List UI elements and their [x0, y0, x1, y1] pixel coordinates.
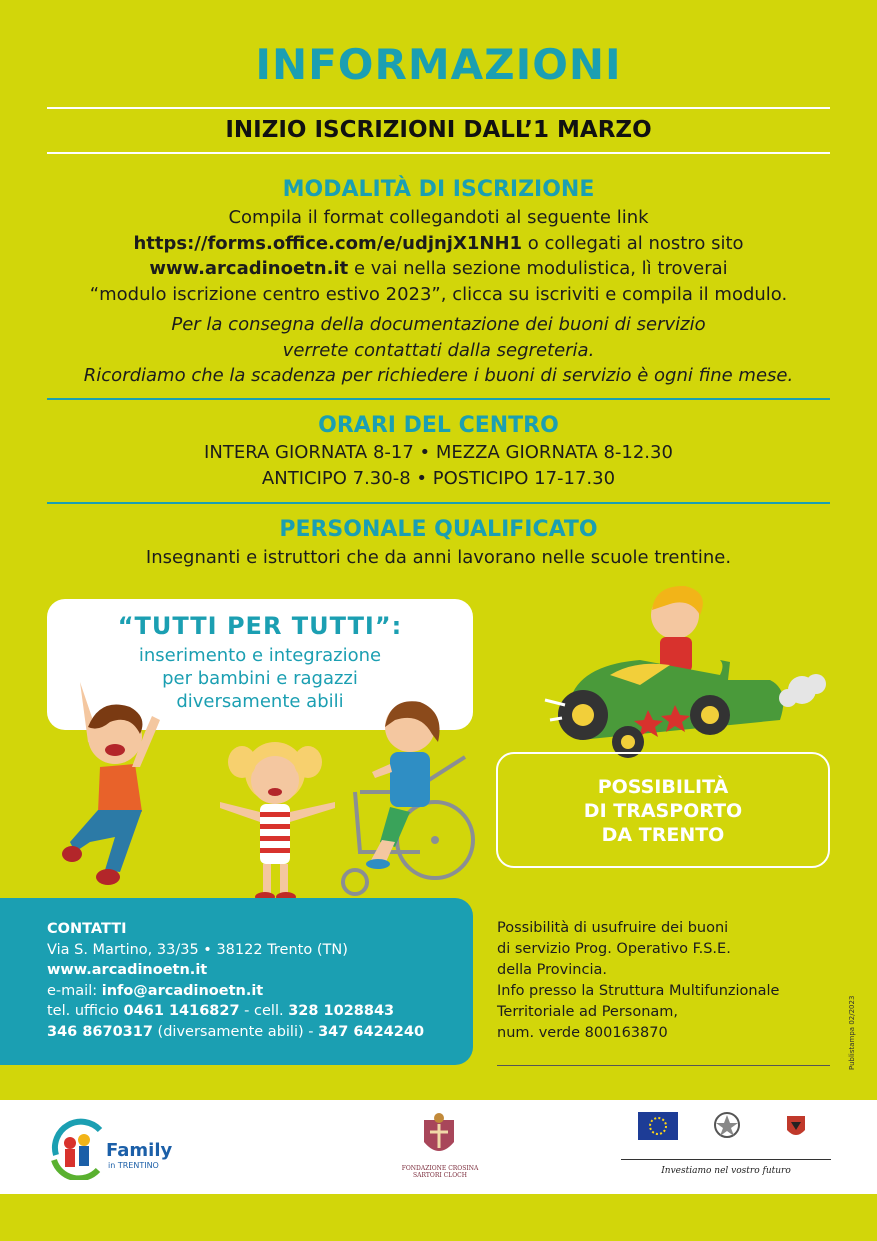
modalita-line2-rest: o collegati al nostro sito	[522, 232, 744, 254]
note-line1: Per la consegna della documentazione dei buoni di servizio	[171, 314, 706, 335]
trasporto-line2: DI TRASPORTO	[583, 800, 743, 822]
orari-intera: INTERA GIORNATA 8-17	[204, 442, 414, 463]
divider	[47, 398, 830, 400]
provincia-trento-emblem-icon	[785, 1112, 807, 1140]
modalita-line3-rest: e vai nella sezione modulistica, lì troverai	[348, 258, 728, 279]
orari-posticipo: POSTICIPO 17-17.30	[432, 467, 616, 489]
family-logo-text: Family	[106, 1140, 173, 1161]
subtitle: INIZIO ISCRIZIONI DALL’1 MARZO	[225, 117, 652, 143]
divider	[47, 502, 830, 504]
personale-heading: PERSONALE QUALIFICATO	[279, 517, 598, 542]
modalita-line1: Compila il format collegandoti al seguente link	[228, 207, 649, 228]
family-logo-icon	[48, 1115, 108, 1180]
publistampa-credit: Publistampa 02/2023	[848, 995, 856, 1070]
modalita-text	[0, 205, 877, 307]
form-link[interactable]: https://forms.office.com/e/udjnjX1NH1	[133, 232, 523, 254]
info-line3: della Provincia.	[497, 962, 607, 978]
contatti-email-row	[47, 981, 467, 1002]
girl-illustration	[220, 742, 335, 902]
divider	[47, 107, 830, 109]
family-logo-sub: in TRENTINO	[108, 1161, 159, 1170]
tutti-line1: inserimento e integrazione	[138, 645, 382, 666]
cell3[interactable]: 347 6424240	[318, 1023, 425, 1040]
tel-label: tel. ufficio	[47, 1003, 124, 1019]
cell2[interactable]: 346 8670317	[47, 1023, 153, 1040]
contatti-address: Via S. Martino, 33/35 • 38122 Trento (TN)	[47, 941, 348, 958]
orari-row1	[0, 440, 877, 466]
jumping-boy-illustration	[62, 682, 160, 885]
wheelchair-girl-illustration	[343, 701, 473, 894]
trasporto-line3: DA TRENTO	[601, 824, 725, 846]
orari-row2	[0, 466, 877, 492]
info-line1: Possibilità di usufruire dei buoni	[497, 920, 729, 936]
tutti-line3: diversamente abili	[176, 691, 344, 712]
bullet: •	[419, 442, 431, 463]
divider	[47, 152, 830, 154]
email-link[interactable]: info@arcadinoetn.it	[101, 982, 264, 999]
contatti-block	[47, 919, 467, 1042]
cell2-note: (diversamente abili) -	[152, 1023, 319, 1040]
modalita-note	[0, 312, 877, 389]
cell1[interactable]: 328 1028843	[288, 1003, 395, 1019]
fondazione-crest-icon	[418, 1112, 460, 1162]
trasporto-line1: POSSIBILITÀ	[597, 776, 729, 798]
children-illustration	[60, 672, 480, 907]
contatti-tel-row	[47, 1001, 467, 1022]
modalita-heading: MODALITÀ DI ISCRIZIONE	[282, 177, 595, 202]
note-line3: Ricordiamo che la scadenza per richiedere i buoni di servizio è ogni fine mese.	[83, 365, 794, 386]
site-link[interactable]: www.arcadinoetn.it	[149, 258, 349, 279]
info-line6: num. verde 800163870	[497, 1025, 668, 1041]
tutti-title: “TUTTI PER TUTTI”:	[117, 612, 403, 640]
modalita-line4: “modulo iscrizione centro estivo 2023”, clicca su iscriviti e compila il modulo.	[89, 283, 788, 305]
email-label: e-mail:	[47, 982, 102, 999]
info-line4: Info presso la Struttura Multifunzionale	[497, 983, 780, 999]
tel-office[interactable]: 0461 1416827	[123, 1003, 240, 1019]
page-title: INFORMAZIONI	[255, 40, 622, 89]
orari-anticipo: ANTICIPO 7.30-8	[261, 467, 411, 489]
contatti-heading: CONTATTI	[47, 921, 127, 937]
note-line2: verrete contattati dalla segreteria.	[282, 339, 595, 361]
car-illustration	[540, 580, 830, 765]
investiamo-tagline: Investiamo nel vostro futuro	[661, 1166, 791, 1176]
modalita-line2	[0, 231, 877, 257]
divider	[497, 1065, 830, 1066]
modalita-line3	[0, 256, 877, 282]
info-line2: di servizio Prog. Operativo F.S.E.	[497, 941, 731, 957]
fondazione-logo-text: FONDAZIONE CROSINA SARTORI CLOCH	[401, 1165, 479, 1179]
orari-text	[0, 440, 877, 491]
cell-label: - cell.	[239, 1003, 289, 1019]
eu-flag-icon	[638, 1112, 678, 1140]
trasporto-text	[496, 775, 830, 847]
tutti-line2: per bambini e ragazzi	[162, 668, 358, 689]
info-line5: Territoriale ad Personam,	[497, 1004, 679, 1020]
bullet: •	[416, 467, 428, 489]
orari-heading: ORARI DEL CENTRO	[318, 413, 559, 438]
orari-mezza: MEZZA GIORNATA 8-12.30	[435, 442, 673, 463]
personale-text: Insegnanti e istruttori che da anni lavorano nelle scuole trentine.	[145, 547, 732, 568]
italian-republic-emblem-icon	[712, 1110, 742, 1140]
contatti-cell-row	[47, 1022, 467, 1043]
contatti-site-link[interactable]: www.arcadinoetn.it	[47, 962, 208, 978]
info-buoni	[497, 918, 827, 1044]
